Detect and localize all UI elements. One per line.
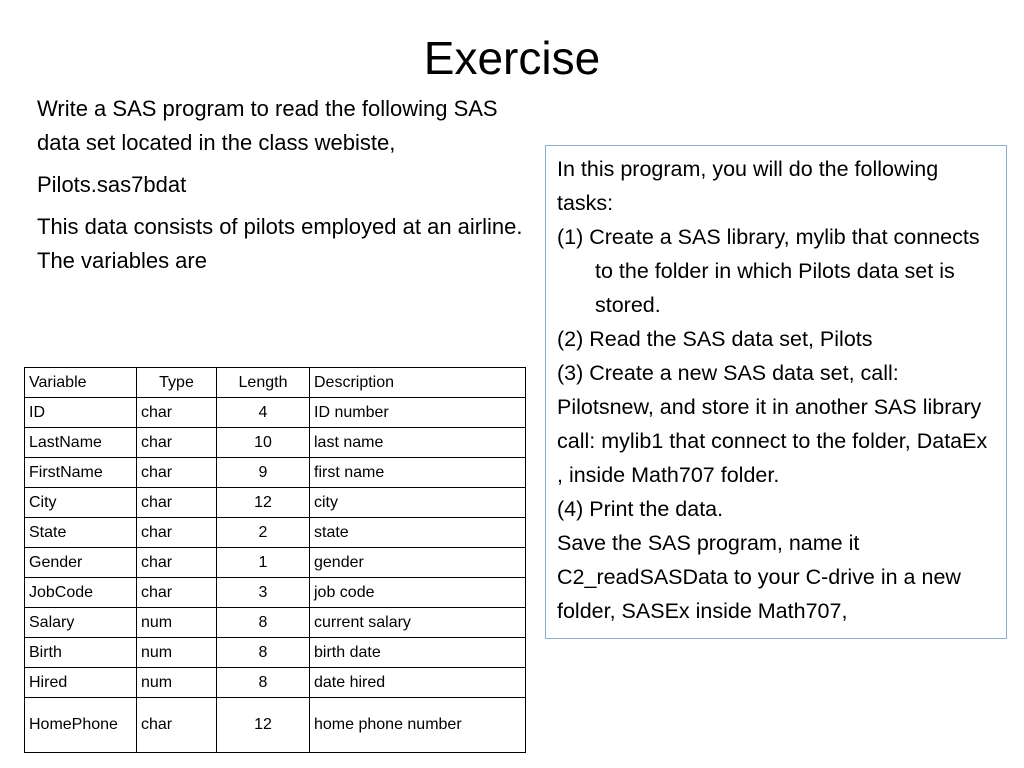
task-item-3: (3) Create a new SAS data set, call: Pilotsnew, and store it in another SAS library call: mylib1 that connect to the folder, DataEx , inside Math707 folder. <box>557 361 988 487</box>
table-row <box>25 668 526 698</box>
cell-variable: JobCode <box>25 578 137 608</box>
cell-description: city <box>310 488 526 518</box>
task-item-4: (4) Print the data. <box>557 497 724 521</box>
cell-variable: Gender <box>25 548 137 578</box>
task-intro: In this program, you will do the following tasks: <box>557 157 939 215</box>
header-description: Description <box>310 368 526 398</box>
cell-variable: City <box>25 488 137 518</box>
table-row <box>25 428 526 458</box>
intro-line-1: Write a SAS program to read the following SAS data set located in the class webiste, <box>37 96 498 155</box>
task-save-note: Save the SAS program, name it C2_readSASData to your C-drive in a new folder, SASEx inside Math707, <box>557 531 961 623</box>
cell-variable: HomePhone <box>25 698 137 753</box>
cell-length: 12 <box>217 698 310 753</box>
cell-description: ID number <box>310 398 526 428</box>
header-length: Length <box>217 368 310 398</box>
cell-type: char <box>137 428 217 458</box>
cell-description: gender <box>310 548 526 578</box>
cell-variable: FirstName <box>25 458 137 488</box>
cell-length: 10 <box>217 428 310 458</box>
cell-description: first name <box>310 458 526 488</box>
cell-variable: State <box>25 518 137 548</box>
cell-length: 8 <box>217 668 310 698</box>
cell-variable: ID <box>25 398 137 428</box>
cell-description: birth date <box>310 638 526 668</box>
cell-description: job code <box>310 578 526 608</box>
table-row <box>25 578 526 608</box>
variables-table <box>24 367 526 753</box>
cell-variable: Salary <box>25 608 137 638</box>
cell-description: current salary <box>310 608 526 638</box>
intro-text <box>37 92 537 286</box>
cell-type: char <box>137 578 217 608</box>
cell-type: char <box>137 398 217 428</box>
cell-length: 8 <box>217 638 310 668</box>
table-row <box>25 518 526 548</box>
cell-variable: LastName <box>25 428 137 458</box>
cell-description: last name <box>310 428 526 458</box>
cell-description: home phone number <box>310 698 526 753</box>
cell-variable: Hired <box>25 668 137 698</box>
cell-length: 12 <box>217 488 310 518</box>
table-row <box>25 458 526 488</box>
cell-type: char <box>137 698 217 753</box>
cell-type: char <box>137 548 217 578</box>
table-row <box>25 608 526 638</box>
cell-type: num <box>137 668 217 698</box>
intro-line-2: Pilots.sas7bdat <box>37 172 187 197</box>
table-row <box>25 638 526 668</box>
cell-length: 4 <box>217 398 310 428</box>
table-row <box>25 548 526 578</box>
table-row <box>25 398 526 428</box>
cell-type: char <box>137 488 217 518</box>
cell-type: char <box>137 458 217 488</box>
table-header-row <box>25 368 526 398</box>
task-box <box>545 145 1007 639</box>
cell-length: 1 <box>217 548 310 578</box>
cell-type: char <box>137 518 217 548</box>
slide-title: Exercise <box>423 32 601 84</box>
cell-length: 3 <box>217 578 310 608</box>
header-variable: Variable <box>25 368 137 398</box>
task-item-2: (2) Read the SAS data set, Pilots <box>557 327 873 351</box>
cell-description: date hired <box>310 668 526 698</box>
header-type: Type <box>137 368 217 398</box>
table-row <box>25 488 526 518</box>
cell-length: 9 <box>217 458 310 488</box>
intro-line-3: This data consists of pilots employed at an airline. The variables are <box>37 214 523 273</box>
cell-length: 2 <box>217 518 310 548</box>
cell-description: state <box>310 518 526 548</box>
table-row <box>25 698 526 753</box>
cell-length: 8 <box>217 608 310 638</box>
variables-table-body <box>25 368 526 753</box>
cell-variable: Birth <box>25 638 137 668</box>
cell-type: num <box>137 638 217 668</box>
task-item-1: (1) Create a SAS library, mylib that connects to the folder in which Pilots data set is stored. <box>557 225 980 317</box>
cell-type: num <box>137 608 217 638</box>
